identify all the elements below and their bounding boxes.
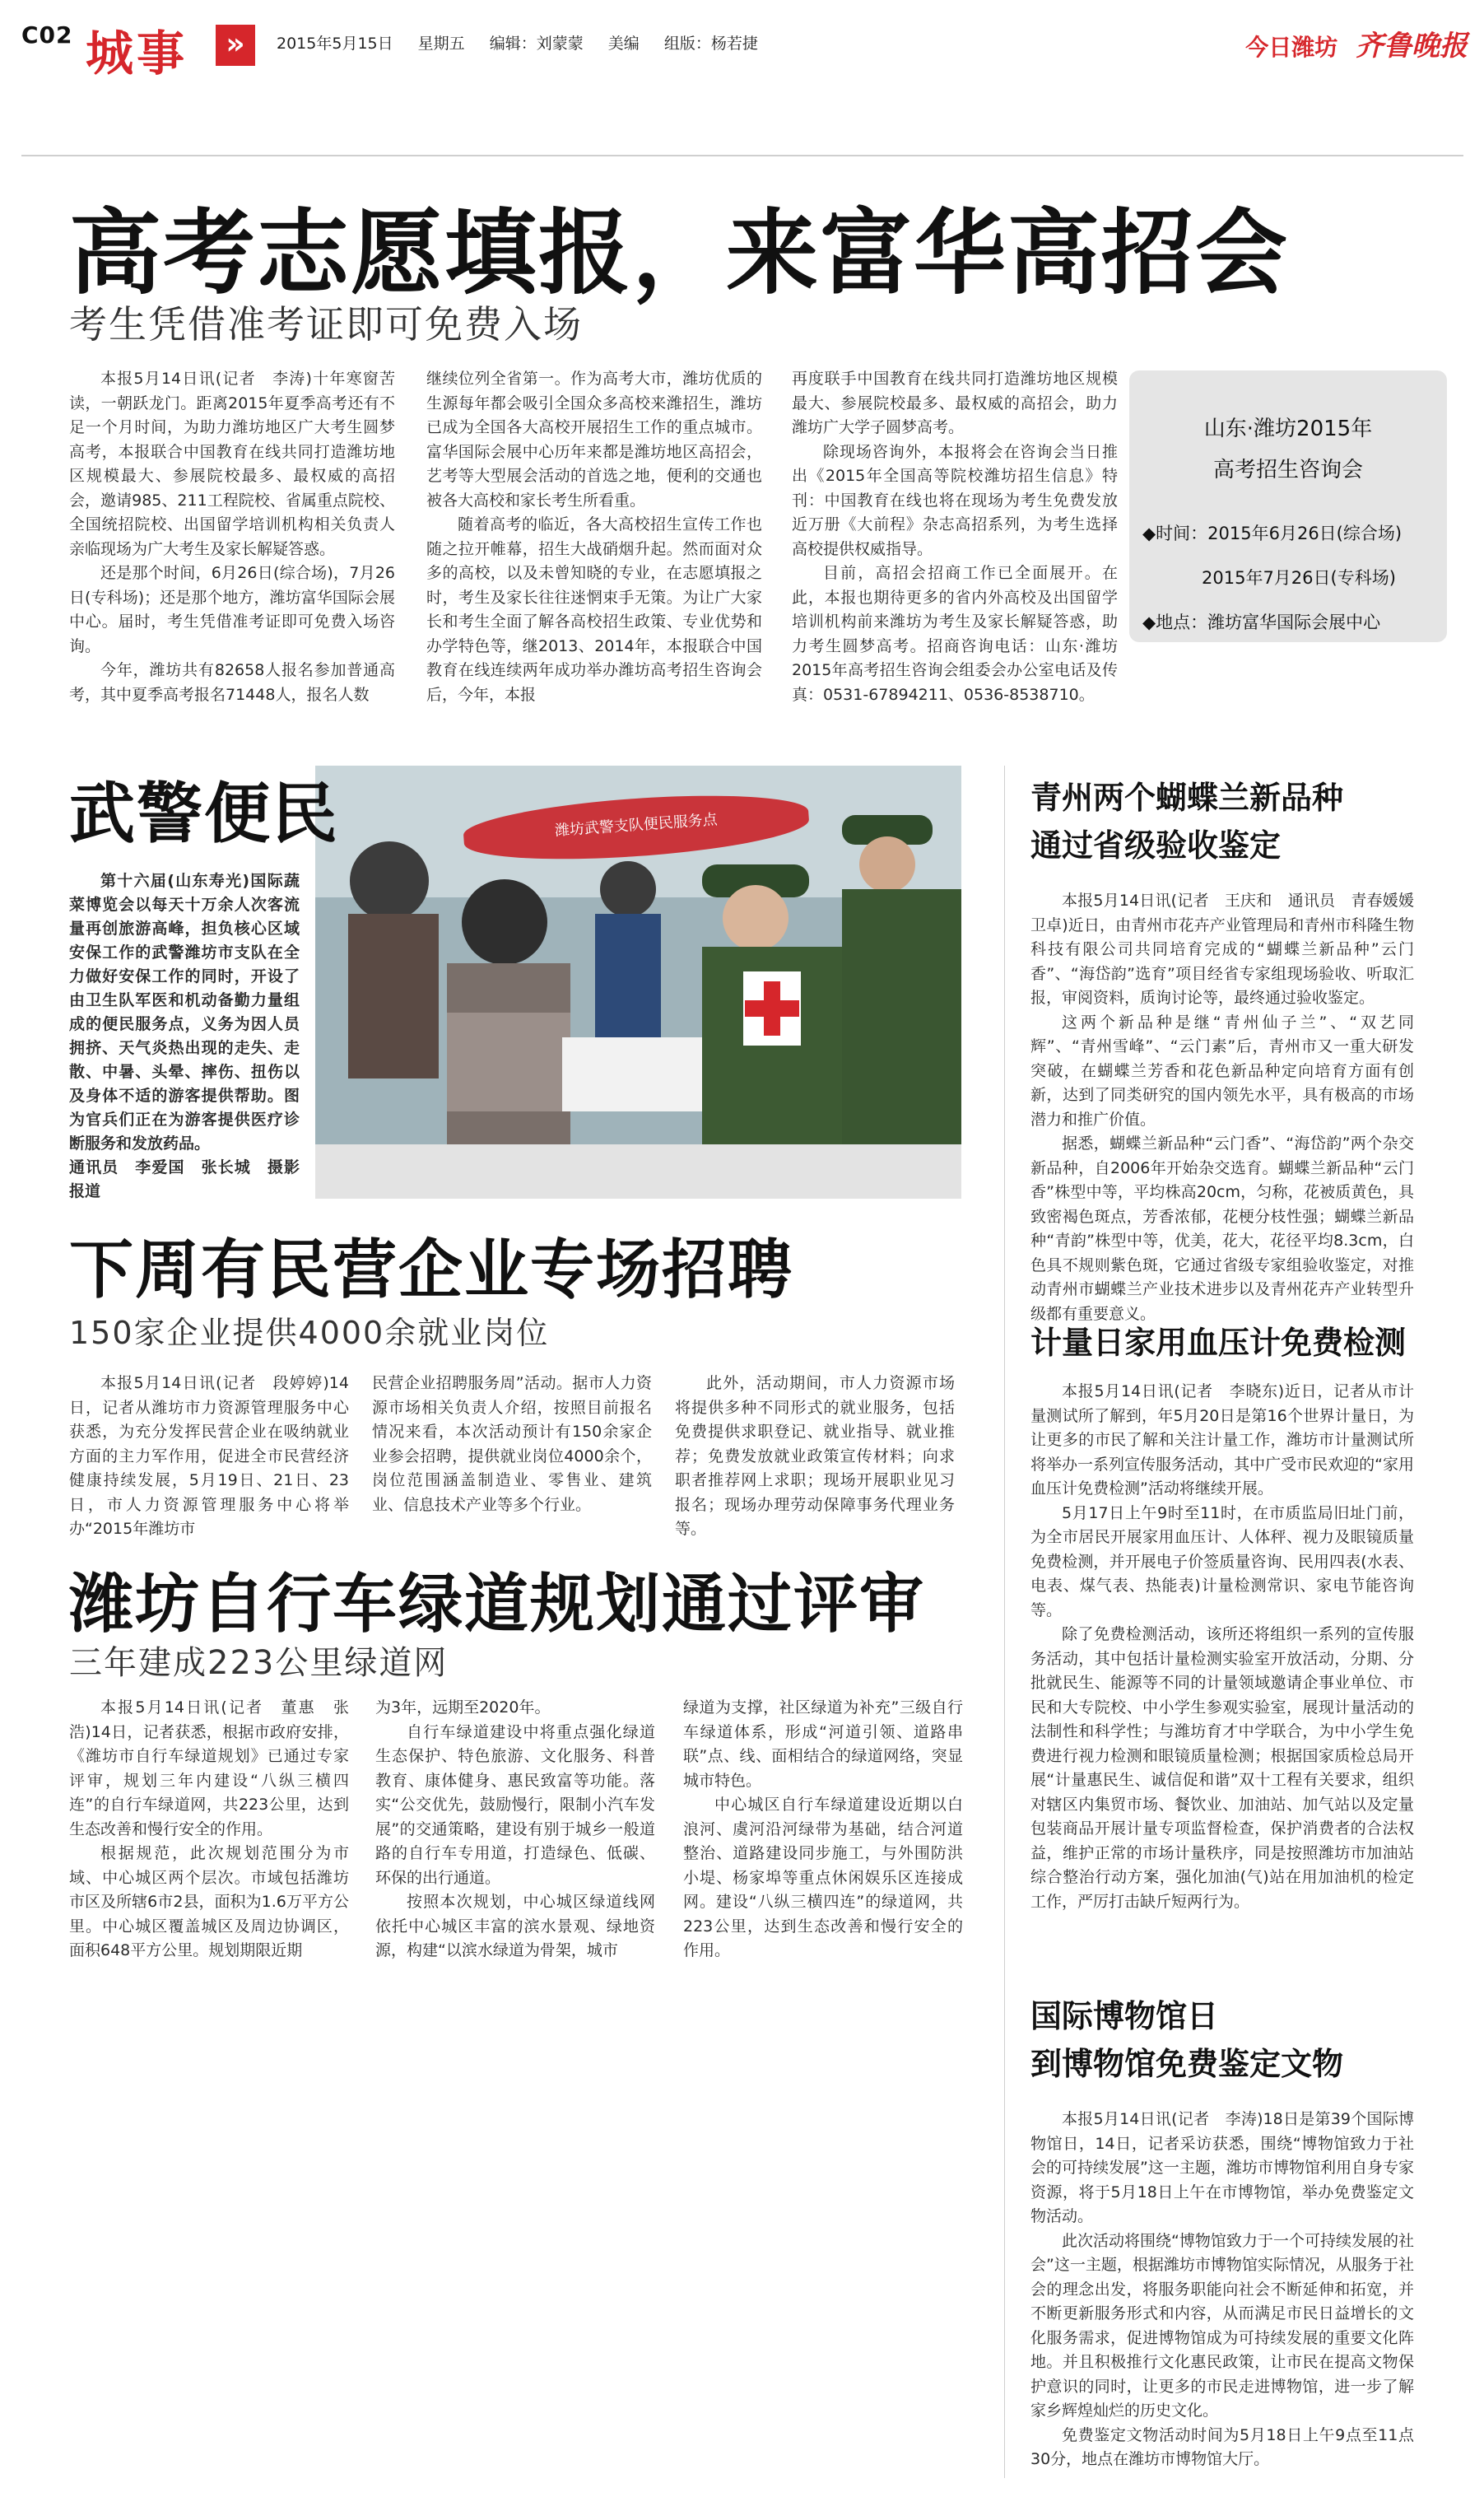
paragraph: 自行车绿道建设中将重点强化绿道生态保护、特色旅游、文化服务、科普教育、康体健身、惠民致富等功能。落实“公交优先，鼓励慢行，限制小汽车发展”的交通策略，建设有别于城乡一般道路的自行车专用道，打造绿色、低碳、环保的出行通道。 [375, 1722, 655, 1887]
section-label [86, 12, 255, 82]
orchid-headline [1030, 774, 1343, 869]
masthead [0, 0, 1484, 91]
section-name: 城事 [86, 26, 188, 82]
issue-weekday: 星期五 [417, 35, 465, 53]
paragraph: 本报5月14日讯(记者 李晓东)近日，记者从市计量测试所了解到，年5月20日是第16个世界计量日，为让更多的市民了解和关注计量工作，潍坊市计量测试所将举办一系列宣传服务活动，其中广受市民欢迎的“家用血压计免费检测”活动将继续开展。 [1030, 1382, 1414, 1498]
photo-banner-text: 潍坊武警支队便民服务点 [554, 811, 719, 840]
paragraph: 随着高考的临近，各大高校招生宣传工作也随之拉开帷幕，招生大战硝烟升起。然而面对众多的高校，以及未曾知晓的专业，在志愿填报之时，考生及家长往往迷惘束手无策。为让广大家长和考生全面了解各高校招生政策、专业优势和办学特色等，继2013、2014年，本报联合中国教育在线连续两年成功举办潍坊高考招生咨询会后，今年，本报 [426, 515, 762, 704]
paragraph: 本报5月14日讯(记者 董惠 张浩)14日，记者获悉，根据市政府安排，《潍坊市自行车绿道规划》已通过专家评审，规划三年内建设“八纵三横四连”的自行车绿道网，共223公里，达到生态改善和慢行安全的作用。 [69, 1698, 349, 1838]
photo-credit: 通讯员 李爱国 张长城 摄影报道 [69, 1158, 300, 1200]
bike-column-2 [375, 1696, 655, 1964]
paragraph: 还是那个时间，6月26日(综合场)，7月26日(专科场)；还是那个地方，潍坊富华国际会展中心。届时，考生凭借准考证即可免费入场咨询。 [69, 564, 395, 655]
event-time-2: 2015年7月26日(专科场) [1202, 568, 1396, 588]
masthead-meta [277, 31, 778, 54]
bike-column-1 [69, 1696, 349, 1964]
paragraph: 此外，活动期间，市人力资源市场将提供多种不同形式的就业服务，包括免费提供求职登记、就业指导、就业推荐；免费发放就业政策宣传材料；向求职者推荐网上求职；现场开展职业见习报名；现场办理劳动保障事务代理业务等。 [675, 1374, 955, 1538]
job-column-1 [69, 1372, 349, 1542]
paragraph: 本报5月14日讯(记者 王庆和 通讯员 青春媛媛 卫卓)近日，由青州市花卉产业管理局和青州市科隆生物科技有限公司共同培育完成的“蝴蝶兰新品种”云门香”、“海岱韵”选育”项目经省专家组现场验收、听取汇报，审阅资料，质询讨论等，最终通过验收鉴定。 [1030, 892, 1431, 1007]
paragraph: 5月17日上午9时至11时，在市质监局旧址门前，为全市居民开展家用血压计、人体秤、视力及眼镜质量免费检测，并开展电子价签质量咨询、民用四表(水表、电表、煤气表、热能表)计量检测常识、家电节能咨询等。 [1030, 1503, 1414, 1619]
paragraph: 为3年，远期至2020年。 [375, 1698, 551, 1717]
museum-headline-line-1: 国际博物馆日 [1030, 1998, 1219, 2034]
bike-column-3 [683, 1696, 963, 1964]
lead-headline: 高考志愿填报，来富华高招会 [69, 200, 1289, 307]
page-number: C02 [21, 21, 73, 49]
paragraph: 本报5月14日讯(记者 段婷婷)14日，记者从潍坊市力资源管理服务中心获悉，为充分发挥民营企业在吸纳就业方面的主力军作用，促进全市民营经济健康持续发展，5月19日、21日、23日，市人力资源管理服务中心将举办“2015年潍坊市 [69, 1374, 349, 1538]
paragraph: 此次活动将围绕“博物馆致力于一个可持续发展的社会”这一主题，根据潍坊市博物馆实际情况，从服务于社会的理念出发，将服务职能向社会不断延伸和拓宽，并不断更新服务形式和内容，从而满足市民日益增长的文化服务需求，促进博物馆成为可持续发展的重要文化阵地。并且积极推行文化惠民政策，让市民在提高文物保护意识的同时，让更多的市民走进博物馆，进一步了解家乡辉煌灿烂的历史文化。 [1030, 2231, 1414, 2420]
paragraph: 再度联手中国教育在线共同打造潍坊地区规模最大、参展院校最多、最权威的高招会，助力潍坊广大学子圆梦高考。 [792, 370, 1118, 436]
museum-headline [1030, 1992, 1343, 2088]
paragraph: 中心城区自行车绿道建设近期以白浪河、虞河沿河绿带为基础，结合河道整治、道路建设同步施工，与外围防洪小堤、杨家埠等重点休闲娱乐区连接成网。建设“八纵三横四连”的绿道网，共223公里，达到生态改善和慢行安全的作用。 [683, 1796, 963, 1959]
event-info-box [1129, 370, 1447, 642]
paragraph: 按照本次规划，中心城区绿道线网依托中心城区丰富的滨水景观、绿地资源，构建“以滨水绿道为骨架，城市 [375, 1893, 655, 1959]
photo-story-headline: 武警便民 [69, 776, 339, 852]
paragraph: 目前，高招会招商工作已全面展开。在此，本报也期待更多的省内外高校及出国留学培训机构前来潍坊为考生及家长解疑答惑，助力考生圆梦高考。招商咨询电话：山东·潍坊2015年高考招生咨询会组委会办公室电话及传真：0531-67894211、0536-8538710。 [792, 564, 1118, 704]
paragraph: 本报5月14日讯(记者 李涛)18日是第39个国际博物馆日，14日，记者采访获悉，围绕“博物馆致力于社会的可持续发展”这一主题，潍坊市博物馆利用自身专家资源，将于5月18日上午在市博物馆，举办免费鉴定文物活动。 [1030, 2110, 1414, 2225]
paragraph: 这两个新品种是继“青州仙子兰”、“双艺同辉”、“青州雪峰”、“云门素”后，青州市又一重大研发突破，在蝴蝶兰芳香和花色新品种定向培育方面有创新，达到了同类研究的国内领先水平，具有极高的市场潜力和推广价值。 [1030, 1013, 1414, 1129]
blood-pressure-headline: 计量日家用血压计免费检测 [1030, 1325, 1407, 1361]
job-subheadline: 150家企业提供4000余就业岗位 [69, 1315, 550, 1351]
lead-column-3 [792, 367, 1118, 707]
paragraph: 除了免费检测活动，该所还将组织一系列的宣传服务活动，其中包括计量检测实验室开放活动，分期、分批就民生、能源等不同的计量领域邀请企事业单位、市民和大专院校、中小学生参观实验室，展现计量活动的法制性和科学性；与潍坊育才中学联合，为中小学生免费进行视力检测和眼镜质量检测；根据国家质检总局开展“计量惠民生、诚信促和谐”双十工程有关要求，组织对辖区内集贸市场、餐饮业、加油站、加气站以及定量包装商品开展计量专项监督检查，保护消费者的合法权益，维护正常的市场计量秩序，同是按照潍坊市加油站综合整治行动方案，强化加油(气)站在用加油机的检定工作，严厉打击缺斤短两行为。 [1030, 1625, 1414, 1911]
designer-credit: 美编 [607, 35, 640, 53]
editor-credit: 编辑：刘蒙蒙 [489, 35, 584, 53]
lead-column-1 [69, 367, 395, 707]
bike-subheadline: 三年建成223公里绿道网 [69, 1644, 449, 1682]
paragraph: 继续位列全省第一。作为高考大市，潍坊优质的生源每年都会吸引全国众多高校来潍招生，潍坊已成为全国各大高校开展招生工作的重点城市。富华国际会展中心历年来都是潍坊地区高招会，艺考等大型展会活动的首选之地，便利的交通也被各大高校和家长考生所看重。 [426, 370, 762, 510]
orchid-headline-line-2: 通过省级验收鉴定 [1030, 827, 1282, 864]
paragraph: 今年，潍坊共有82658人报名参加普通高考，其中夏季高考报名71448人，报名人数 [69, 661, 395, 704]
caption-text: 第十六届(山东寿光)国际蔬菜博览会以每天十万余人次客流量再创旅游高峰，担负核心区域安保工作的武警潍坊市支队在全力做好安保工作的同时，开设了由卫生队军医和机动备勤力量组成的便民服务点，义务为因人员拥挤、天气炎热出现的走失、走散、中暑、头晕、摔伤、扭伤以及身体不适的游客提供帮助。图为官兵们正在为游客提供医疗诊断服务和发放药品。 [69, 872, 300, 1153]
info-title-line-1: 山东·潍坊2015年 [1203, 417, 1373, 441]
newspaper-logo: 齐鲁晚报 [1356, 30, 1468, 63]
job-column-2 [372, 1372, 652, 1517]
info-title-line-2: 高考招生咨询会 [1212, 458, 1363, 482]
blood-pressure-body [1030, 1380, 1414, 1914]
paragraph: 根据规范，此次规划范围分为市域、中心城区两个层次。市域包括潍坊市区及所辖6市2县，面积为1.6万平方公里。中心城区覆盖城区及周边协调区，面积648平方公里。规划期限近期 [69, 1844, 349, 1959]
job-headline: 下周有民营企业专场招聘 [69, 1233, 794, 1307]
event-place: ◆地点：潍坊富华国际会展中心 [1142, 613, 1381, 632]
paragraph: 本报5月14日讯(记者 李涛)十年寒窗苦读，一朝跃龙门。距离2015年夏季高考还有不足一个月时间，为助力潍坊地区广大考生圆梦高考，本报联合中国教育在线共同打造潍坊地区规模最大、参展院校最多、最权威的高招会，邀请985、211工程院校、省属重点院校、全国统招院校、出国留学培训机构相关负责人亲临现场为广大考生及家长解疑答惑。 [69, 370, 395, 558]
news-photo [315, 766, 961, 1199]
bike-headline: 潍坊自行车绿道规划通过评审 [69, 1568, 926, 1642]
museum-headline-line-2: 到博物馆免费鉴定文物 [1030, 2046, 1344, 2082]
orchid-body [1030, 889, 1431, 1326]
paragraph: 绿道为支撑，社区绿道为补充”三级自行车绿道体系，形成“河道引领、道路串联”点、线、面相结合的绿道网络，突显城市特色。 [683, 1698, 963, 1790]
museum-body [1030, 2108, 1414, 2472]
layout-credit: 组版：杨若捷 [663, 35, 758, 53]
lead-column-2 [426, 367, 762, 707]
event-time: ◆时间：2015年6月26日(综合场) [1142, 524, 1403, 543]
section-arrow-icon: » [216, 25, 255, 66]
lead-subheadline: 考生凭借准考证即可免费入场 [69, 302, 583, 347]
paragraph: 民营企业招聘服务周”活动。据市人力资源市场相关负责人介绍，按照目前报名情况来看，本次活动预计有150余家企业参会招聘，提供就业岗位4000余个，岗位范围涵盖制造业、零售业、建筑业、信息技术产业等多个行业。 [372, 1374, 652, 1514]
paragraph: 除现场咨询外，本报将会在咨询会当日推出《2015年全国高等院校潍坊招生信息》特刊：中国教育在线也将在现场为考生免费发放近万册《大前程》杂志高招系列，为考生选择高校提供权威指导。 [792, 442, 1118, 558]
paragraph: 据悉，蝴蝶兰新品种“云门香”、“海岱韵”两个杂交新品种，自2006年开始杂交选育。蝴蝶兰新品种“云门香”株型中等，平均株高20cm，匀称，花被质黄色，具致密褐色斑点，芳香浓郁，花梗分枝性强；蝴蝶兰新品种“青韵”株型中等，优美，花大，花径平均8.3cm，白色具不规则紫色斑，它通过省级专家组验收鉴定，对推动青州市蝴蝶兰产业技术进步以及青州花卉产业转型升级都有重要意义。 [1030, 1134, 1414, 1323]
masthead-divider [21, 155, 1463, 156]
masthead-right [1245, 23, 1468, 63]
issue-date: 2015年5月15日 [277, 35, 393, 53]
photo-caption [69, 869, 300, 1204]
paragraph: 免费鉴定文物活动时间为5月18日上午9点至11点30分，地点在潍坊市博物馆大厅。 [1030, 2425, 1414, 2468]
column-label: 今日潍坊 [1245, 34, 1338, 61]
job-column-3 [675, 1372, 955, 1542]
column-divider [1004, 766, 1005, 2478]
orchid-headline-line-1: 青州两个蝴蝶兰新品种 [1030, 780, 1344, 816]
